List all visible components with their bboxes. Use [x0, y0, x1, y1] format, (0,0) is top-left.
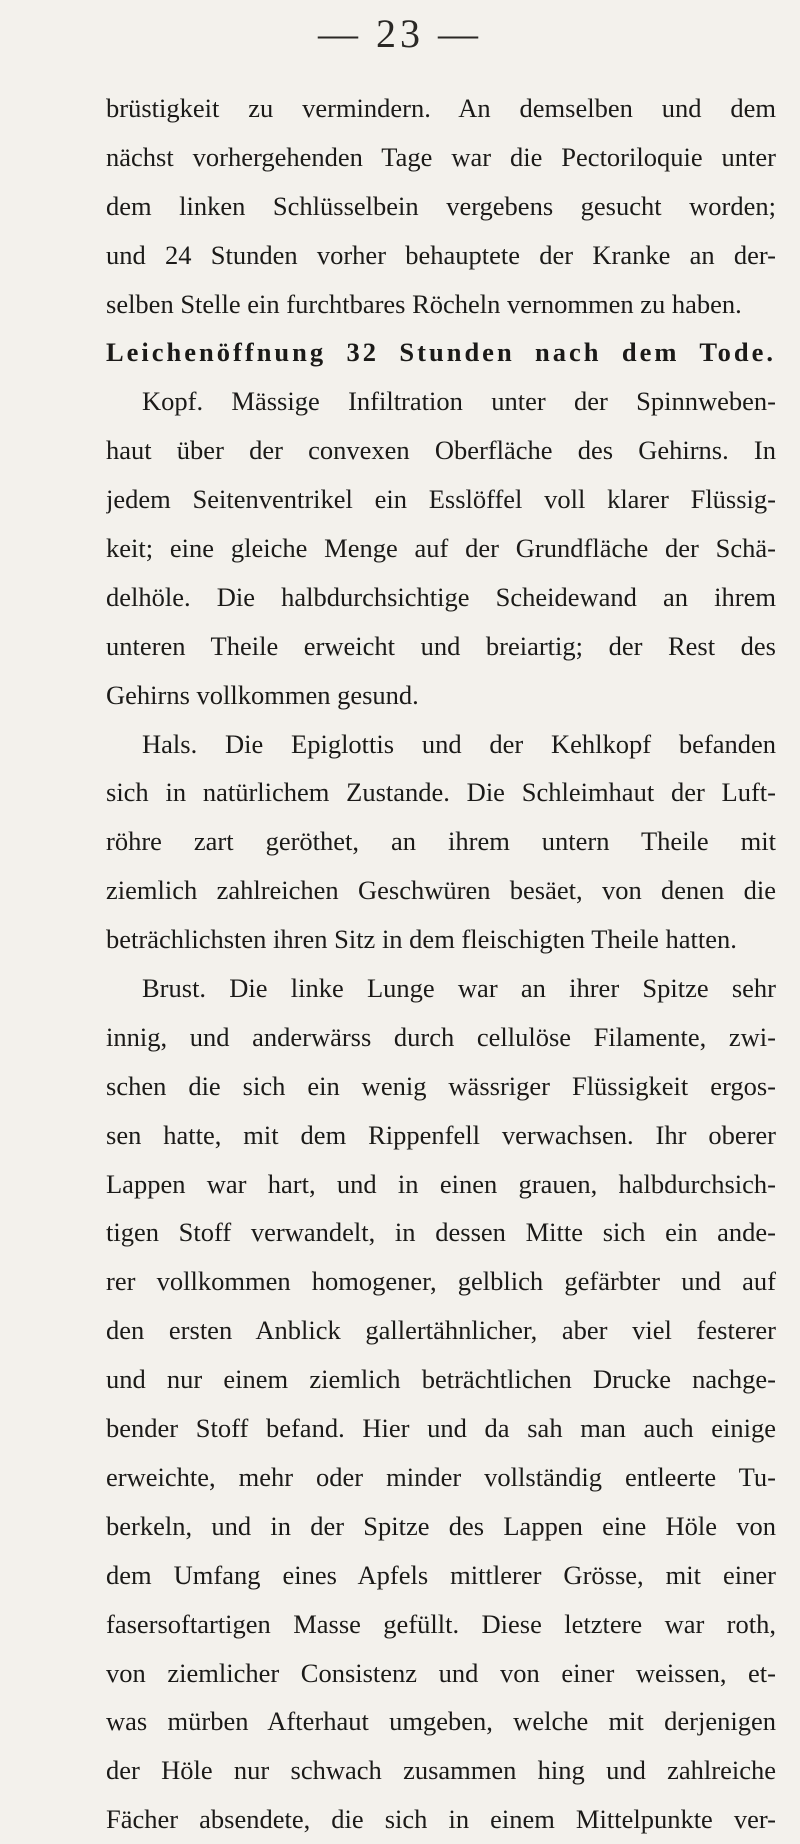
text-line: Fächer absendete, die sich in einem Mittelpunkte ver-	[106, 1804, 776, 1835]
text-line: jedem Seitenventrikel ein Esslöffel voll klarer Flüssig-	[106, 484, 776, 515]
text-line: rer vollkommen homogener, gelblich gefärbter und auf	[106, 1266, 776, 1297]
text-line: und nur einem ziemlich beträchtlichen Drucke nachge-	[106, 1364, 776, 1395]
text-line: tigen Stoff verwandelt, in dessen Mitte sich ein ande-	[106, 1217, 776, 1248]
text-line: erweichte, mehr oder minder vollständig entleerte Tu-	[106, 1461, 776, 1492]
text-line: berkeln, und in der Spitze des Lappen eine Höle von	[106, 1510, 776, 1541]
body-text	[106, 84, 776, 1844]
text-line: brüstigkeit zu vermindern. An demselben und dem	[106, 93, 776, 123]
text-line: keit; eine gleiche Menge auf der Grundfläche der Schä-	[106, 533, 776, 564]
text-line: was mürben Afterhaut umgeben, welche mit derjenigen	[106, 1706, 776, 1737]
text-line: fasersoftartigen Masse gefüllt. Diese letztere war roth,	[106, 1608, 776, 1639]
text-line: delhöle. Die halbdurchsichtige Scheidewand an ihrem	[106, 581, 776, 612]
text-line: sich in natürlichem Zustande. Die Schleimhaut der Luft-	[106, 777, 776, 808]
text-line: Hals. Die Epiglottis und der Kehlkopf befanden	[142, 728, 776, 759]
text-line: beträchlichsten ihren Sitz in dem fleischigten Theile hatten.	[106, 924, 737, 955]
text-line: innig, und anderwärss durch cellulöse Filamente, zwi-	[106, 1021, 776, 1052]
text-line: ziemlich zahlreichen Geschwüren besäet, von denen die	[106, 875, 776, 906]
text-line: sen hatte, mit dem Rippenfell verwachsen. Ihr oberer	[106, 1119, 776, 1150]
text-line: unteren Theile erweicht und breiartig; der Rest des	[106, 630, 776, 661]
text-line: von ziemlicher Consistenz und von einer weissen, et-	[106, 1657, 776, 1688]
text-line: röhre zart geröthet, an ihrem untern Theile mit	[106, 826, 776, 857]
text-line: nächst vorhergehenden Tage war die Pectoriloquie unter	[106, 141, 776, 172]
text-line: Brust. Die linke Lunge war an ihrer Spitze sehr	[142, 973, 776, 1004]
text-line: Lappen war hart, und in einen grauen, halbdurchsich-	[106, 1168, 776, 1199]
text-line: den ersten Anblick gallertähnlicher, aber viel festerer	[106, 1315, 776, 1346]
text-line: und 24 Stunden vorher behauptete der Kranke an der-	[106, 239, 776, 270]
text-line: selben Stelle ein furchtbares Röcheln vernommen zu haben.	[106, 288, 742, 319]
text-line: der Höle nur schwach zusammen hing und zahlreiche	[106, 1755, 776, 1786]
text-line: dem linken Schlüsselbein vergebens gesucht worden;	[106, 190, 776, 221]
page-number: — 23 —	[318, 11, 482, 56]
text-line: schen die sich ein wenig wässriger Flüssigkeit ergos-	[106, 1070, 776, 1101]
text-line: haut über der convexen Oberfläche des Gehirns. In	[106, 435, 776, 466]
text-line: bender Stoff befand. Hier und da sah man auch einige	[106, 1413, 776, 1444]
text-line: Kopf. Mässige Infiltration unter der Spinnweben-	[142, 386, 776, 417]
text-line: dem Umfang eines Apfels mittlerer Grösse, mit einer	[106, 1559, 776, 1590]
section-heading: Leichenöffnung 32 Stunden nach dem Tode.	[106, 337, 776, 368]
text-line: Gehirns vollkommen gesund.	[106, 679, 419, 710]
